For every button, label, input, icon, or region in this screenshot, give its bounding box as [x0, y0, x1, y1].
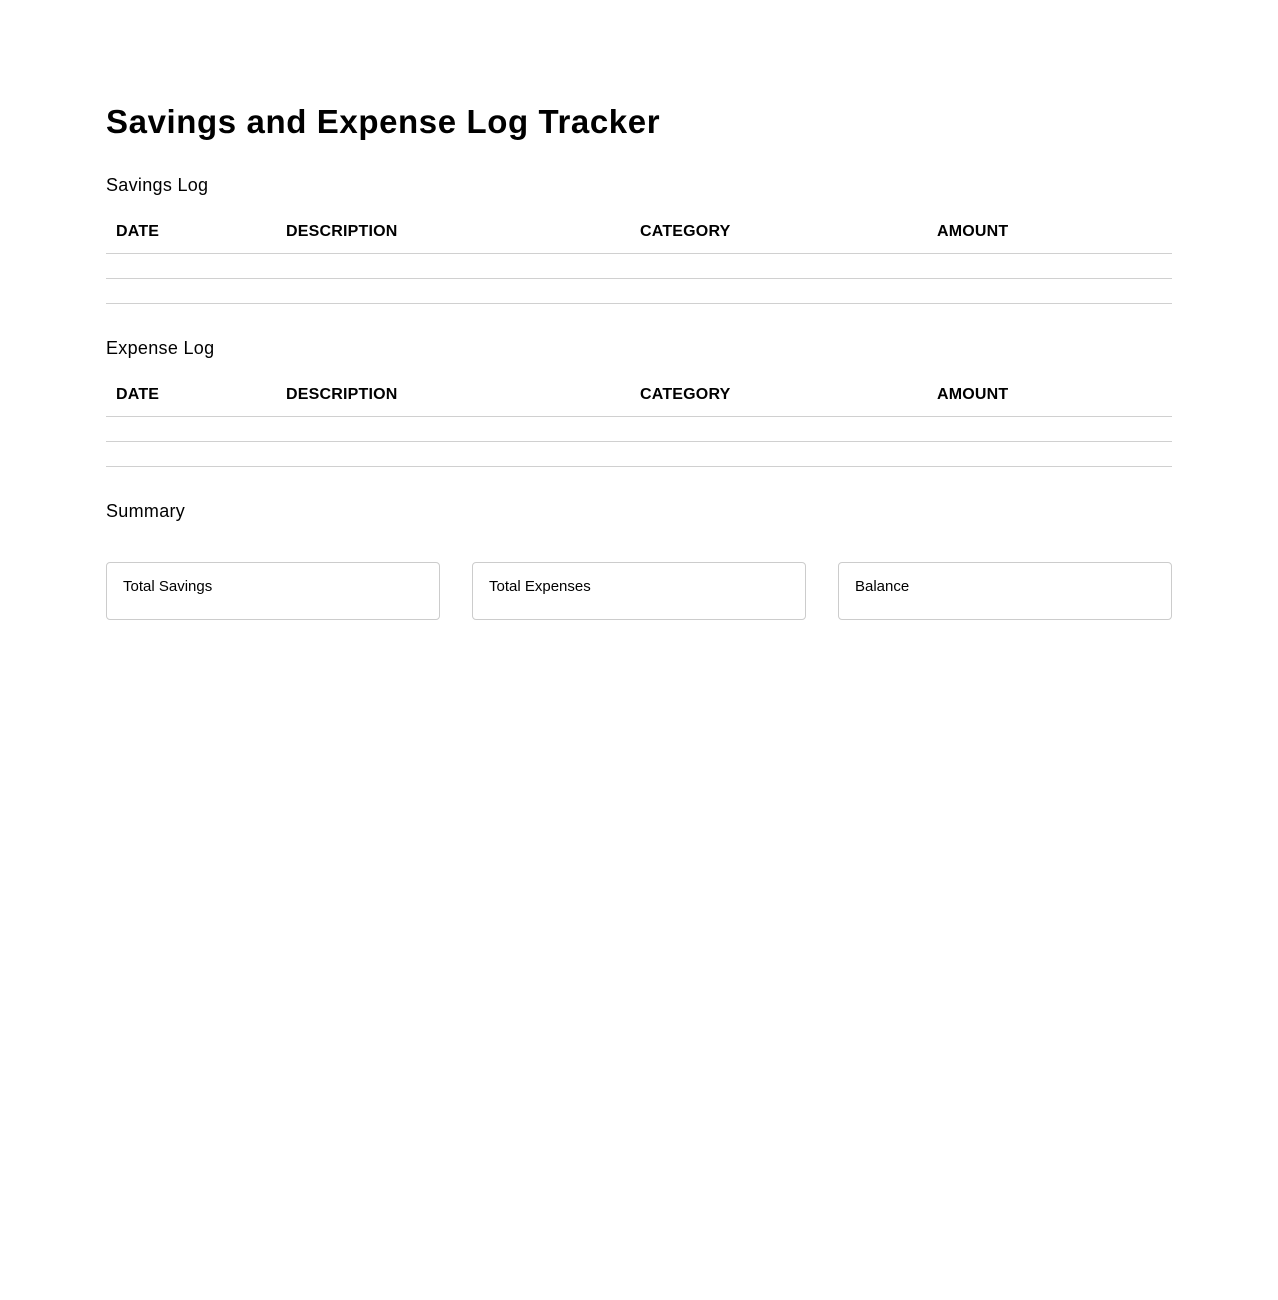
- column-header-category: CATEGORY: [630, 373, 927, 417]
- summary-heading: Summary: [106, 501, 186, 521]
- table-row: [106, 279, 1172, 304]
- table-header-row: [106, 210, 1172, 254]
- table-header-row: [106, 373, 1172, 417]
- total-expenses-card: Total Expenses: [472, 562, 806, 620]
- total-savings-card: Total Savings: [106, 562, 440, 620]
- expense-log-heading: Expense Log: [106, 338, 215, 358]
- column-header-date: DATE: [106, 373, 276, 417]
- column-header-amount: AMOUNT: [927, 210, 1172, 254]
- column-header-category: CATEGORY: [630, 210, 927, 254]
- expense-log-table: [106, 373, 1172, 467]
- table-row: [106, 417, 1172, 442]
- column-header-description: DESCRIPTION: [276, 373, 630, 417]
- savings-log-heading: Savings Log: [106, 175, 209, 195]
- balance-card: Balance: [838, 562, 1172, 620]
- summary-cards: [106, 562, 1172, 620]
- page-title: Savings and Expense Log Tracker: [106, 103, 661, 140]
- savings-log-table: [106, 210, 1172, 304]
- table-row: [106, 442, 1172, 467]
- table-row: [106, 254, 1172, 279]
- column-header-description: DESCRIPTION: [276, 210, 630, 254]
- column-header-date: DATE: [106, 210, 276, 254]
- column-header-amount: AMOUNT: [927, 373, 1172, 417]
